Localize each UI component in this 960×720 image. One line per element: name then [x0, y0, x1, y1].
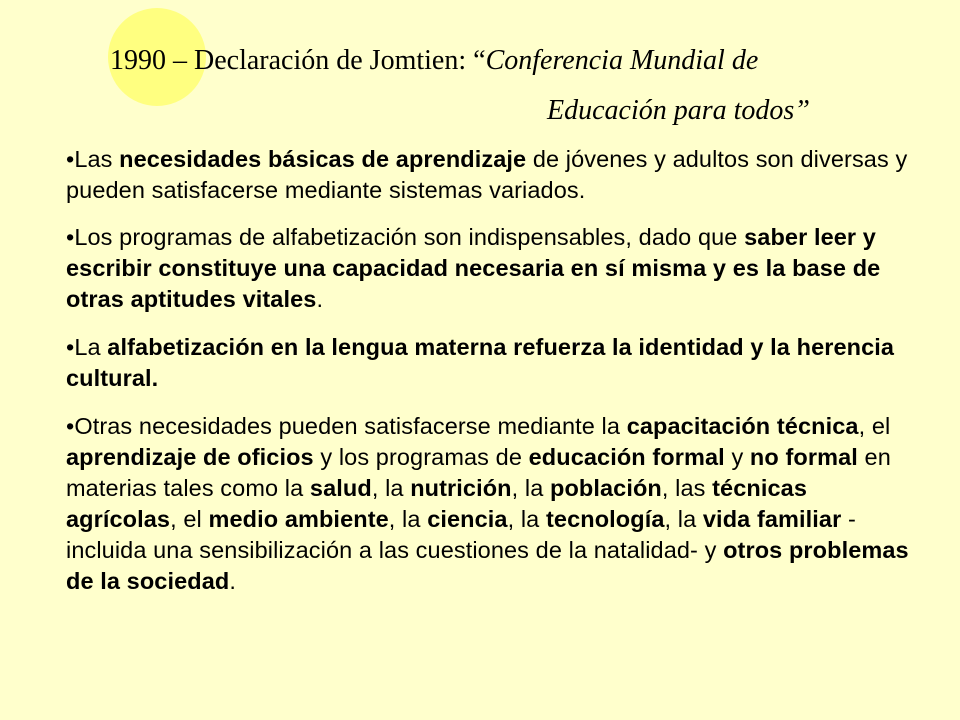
body-text: , el — [170, 506, 209, 532]
bold-text: saber leer y escribir constituye una capacidad necesaria en sí misma y es la base de otras aptitudes vitales — [66, 224, 881, 312]
bold-text: necesidades básicas de aprendizaje — [119, 146, 527, 172]
bullet-list — [66, 144, 916, 613]
title-prefix: Declaración de Jomtien: — [194, 45, 474, 76]
body-text: •Otras necesidades pueden satisfacerse mediante la — [66, 413, 627, 439]
body-text: en materias tales como la — [66, 444, 891, 501]
body-text: . — [229, 568, 236, 594]
bold-text: salud — [309, 475, 372, 501]
bold-text: educación formal — [528, 444, 725, 470]
body-text: . — [316, 286, 324, 312]
body-text: , las — [661, 475, 713, 501]
body-text: , la — [507, 506, 546, 532]
body-text: , el — [858, 413, 891, 439]
title-line2 — [110, 86, 910, 136]
body-text: •La — [66, 334, 108, 360]
title-italic-line2: Educación para todos — [547, 95, 795, 126]
bold-text: medio ambiente — [208, 506, 389, 532]
body-text: , la — [664, 506, 703, 532]
title-open-quote: “ — [473, 45, 486, 76]
slide-title — [110, 36, 910, 136]
title-year: 1990 — [110, 45, 166, 76]
bold-text: técnicas agrícolas — [66, 475, 807, 532]
bullet-paragraph — [66, 332, 916, 394]
title-dash: – — [166, 45, 194, 76]
body-text: -incluida una sensibilización a las cuestiones de la natalidad- y — [66, 506, 856, 563]
body-text: de jóvenes y adultos son diversas y pueden satisfacerse mediante sistemas variados. — [66, 146, 908, 203]
bold-text: no formal — [749, 444, 858, 470]
title-italic-line1: Conferencia Mundial de — [485, 45, 759, 76]
bullet-paragraph — [66, 411, 916, 597]
body-text: , la — [511, 475, 551, 501]
bold-text: capacitación técnica — [626, 413, 859, 439]
body-text: •Los programas de alfabetización son indispensables, dado que — [66, 224, 745, 250]
body-text: , la — [371, 475, 411, 501]
body-text: •Las — [66, 146, 120, 172]
bold-text: otros problemas de la sociedad — [66, 537, 909, 594]
bold-text: alfabetización en la lengua materna refuerza la identidad y la herencia cultural. — [66, 334, 895, 391]
bold-text: nutrición — [410, 475, 512, 501]
body-text: , la — [388, 506, 428, 532]
bold-text: ciencia — [427, 506, 508, 532]
bold-text: población — [550, 475, 662, 501]
body-text: y — [724, 444, 750, 470]
body-text: y los programas de — [313, 444, 529, 470]
bold-text: aprendizaje de oficios — [66, 444, 314, 470]
bullet-paragraph — [66, 222, 916, 315]
title-close-quote: ” — [794, 95, 810, 126]
bold-text: vida familiar — [702, 506, 842, 532]
bold-text: tecnología — [545, 506, 665, 532]
bullet-paragraph — [66, 144, 916, 206]
